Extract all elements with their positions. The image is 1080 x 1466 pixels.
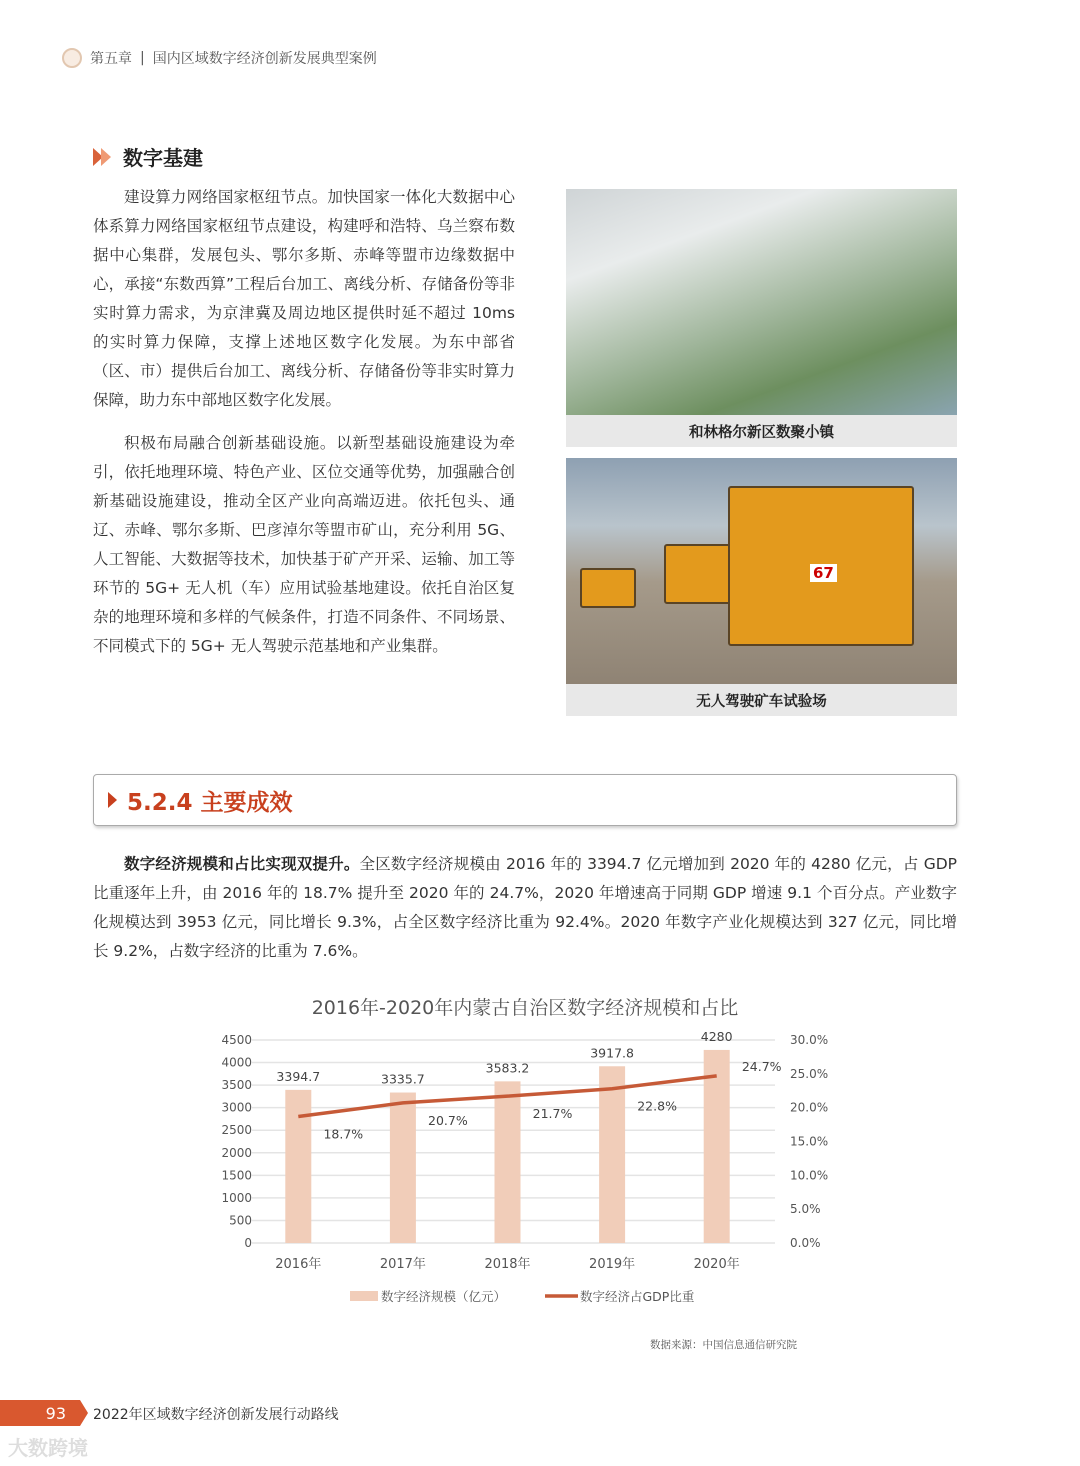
photo-caption: 无人驾驶矿车试验场 (566, 684, 957, 716)
bar-value-label: 3394.7 (276, 1068, 321, 1084)
line-value-label: 20.7% (428, 1112, 468, 1128)
y2-tick-label: 15.0% (790, 1134, 829, 1149)
line-value-label: 22.8% (637, 1098, 677, 1114)
y2-tick-label: 30.0% (790, 1033, 829, 1047)
x-tick-label: 2018年 (484, 1257, 531, 1272)
bar (285, 1090, 311, 1243)
truck-number: 67 (810, 564, 837, 582)
page-number: 93 (45, 1403, 66, 1423)
line-value-label: 24.7% (741, 1058, 782, 1074)
x-tick-label: 2019年 (589, 1257, 636, 1272)
y-tick-label: 500 (229, 1213, 252, 1228)
paragraph: 建设算力网络国家枢纽节点。加快国家一体化大数据中心体系算力网络国家枢纽节点建设，构建呼和浩特、乌兰察布数据中心集群，发展包头、鄂尔多斯、赤峰等盟市边缘数据中心，承接“东数西算”工程后台加工、离线分析、存储备份等非实时算力需求，为京津冀及周边地区提供时延不超过 10ms 的实时算力保障，支撑上述地区数字化发展。为东中部省（区、市）提供后台加工、离线分析、存储备份等非实时算力保障，助力东中部地区数字化发展。 (93, 188, 515, 409)
y2-tick-label: 0.0% (790, 1236, 821, 1250)
y2-tick-label: 10.0% (790, 1168, 829, 1183)
photo-caption: 和林格尔新区数聚小镇 (566, 415, 957, 447)
legend-line-label: 数字经济占GDP比重 (580, 1289, 695, 1304)
line-value-label: 21.7% (532, 1106, 573, 1122)
bar-value-label: 3335.7 (381, 1071, 425, 1087)
results-body: 全区数字经济规模由 2016 年的 3394.7 亿元增加到 2020 年的 4280 亿元，占 GDP 比重逐年上升，由 2016 年的 18.7% 提升至 2020 年的 24.7%，2020 年增速高于同期 GDP 增速 9.1 个百分点。产业数字化规模达到 3953 亿元，同比增长 9.3%，占全区数字经济比重为 92.4%。2020 年数字产业化规模达到 327 亿元，同比增长 9.2%，占数字经济的比重为 7.6%。 (93, 855, 957, 960)
bar (599, 1066, 625, 1243)
footer-title: 2022年区域数字经济创新发展行动路线 (93, 1407, 339, 1423)
bar-value-label: 3917.8 (590, 1045, 634, 1061)
legend-bar-swatch (350, 1291, 378, 1301)
x-tick-label: 2016年 (275, 1257, 322, 1272)
lead-sentence: 数字经济规模和占比实现双提升。 (124, 855, 360, 873)
y-tick-label: 2500 (221, 1123, 252, 1138)
y2-tick-label: 20.0% (790, 1100, 829, 1115)
legend-bar-label: 数字经济规模（亿元） (381, 1289, 507, 1304)
x-tick-label: 2017年 (379, 1257, 426, 1272)
y2-tick-label: 25.0% (790, 1066, 829, 1081)
bar (390, 1093, 416, 1243)
x-tick-label: 2020年 (693, 1257, 740, 1272)
y-tick-label: 1000 (221, 1190, 252, 1205)
y-tick-label: 0 (244, 1236, 252, 1250)
y-tick-label: 3000 (221, 1100, 252, 1115)
chart-title: 2016年-2020年内蒙古自治区数字经济规模和占比 (311, 997, 739, 1019)
section-title: 数字基建 (123, 146, 203, 170)
chapter-label: 第五章 (90, 51, 132, 67)
separator: | (140, 50, 145, 66)
y-tick-label: 1500 (221, 1168, 252, 1183)
chapter-title: 国内区域数字经济创新发展典型案例 (152, 51, 377, 67)
y-tick-label: 4000 (221, 1055, 252, 1070)
watermark: 大数跨境 (8, 1436, 88, 1460)
bar-value-label: 3583.2 (485, 1060, 530, 1076)
y-tick-label: 3500 (221, 1078, 252, 1093)
y-tick-label: 2000 (221, 1145, 252, 1160)
bar-value-label: 4280 (700, 1028, 733, 1044)
y-tick-label: 4500 (221, 1033, 252, 1047)
bar (704, 1050, 730, 1243)
bar (495, 1081, 521, 1243)
data-source: 数据来源：中国信息通信研究院 (650, 1339, 797, 1351)
paragraph: 积极布局融合创新基础设施。以新型基础设施建设为牵引，依托地理环境、特色产业、区位交通等优势，加强融合创新基础设施建设，推动全区产业向高端迈进。依托包头、通辽、赤峰、鄂尔多斯、巴彦淖尔等盟市矿山，充分利用 5G、人工智能、大数据等技术，加快基于矿产开采、运输、加工等环节的 5G+ 无人机（车）应用试验基地建设。依托自治区复杂的地理环境和多样的气候条件，打造不同条件、不同场景、不同模式下的 5G+ 无人驾驶示范基地和产业集群。 (93, 434, 515, 655)
y2-tick-label: 5.0% (790, 1202, 821, 1217)
line-value-label: 18.7% (323, 1126, 364, 1142)
subsection-title: 5.2.4 主要成效 (127, 789, 293, 816)
page-number-tab (0, 1400, 80, 1426)
